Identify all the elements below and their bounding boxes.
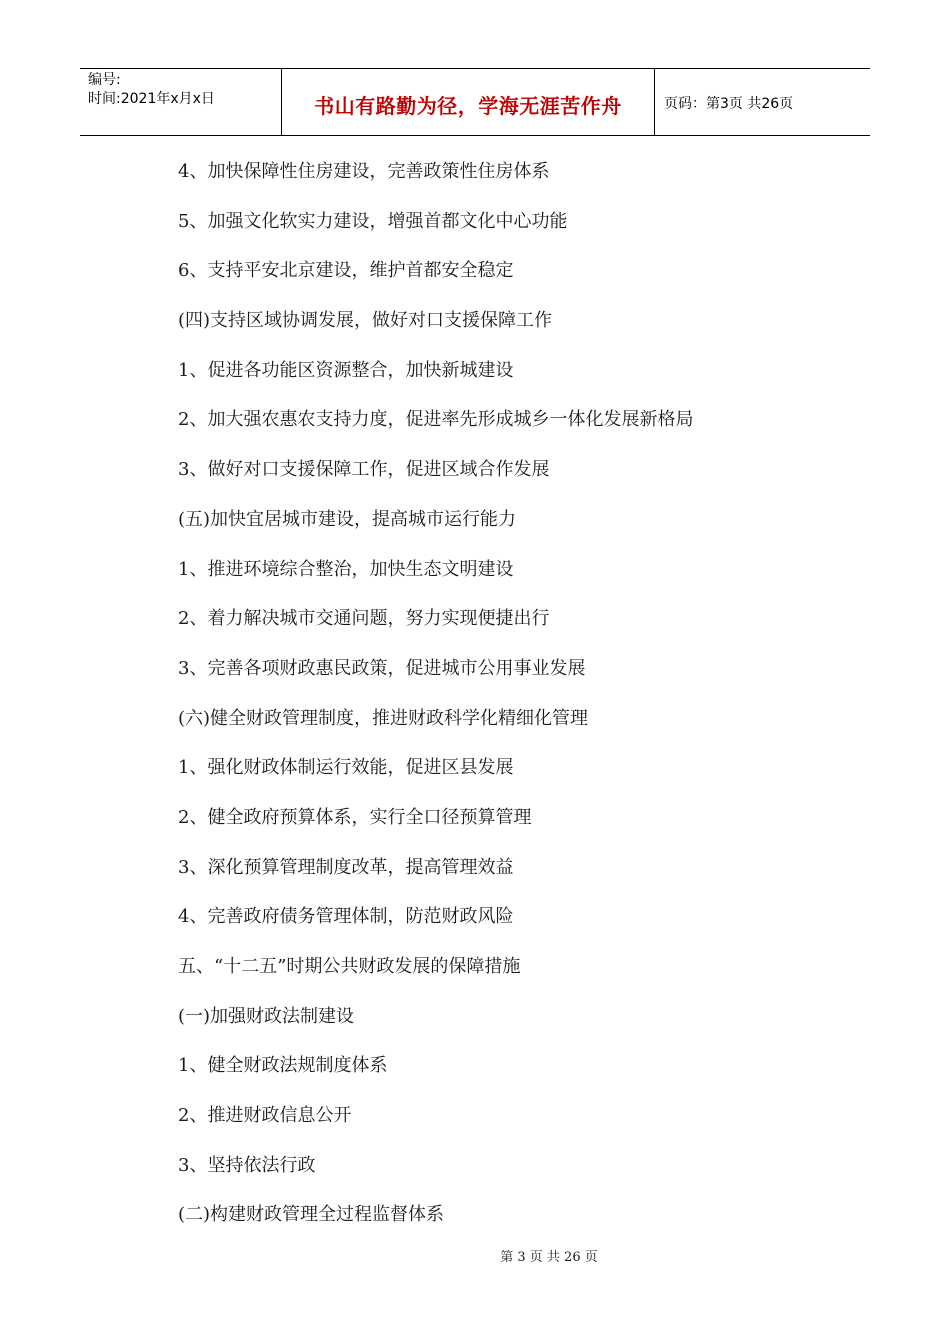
chapter-heading: 五、“十二五”时期公共财政发展的保障措施 <box>178 956 521 977</box>
body-line: 3、深化预算管理制度改革，提高管理效益 <box>178 856 514 878</box>
body-line: 2、推进财政信息公开 <box>178 1105 352 1127</box>
motto-text: 书山有路勤为径，学海无涯苦作舟 <box>314 93 622 118</box>
header-meta-cell <box>80 69 282 135</box>
body-line: 2、健全政府预算体系，实行全口径预算管理 <box>178 806 532 828</box>
section-heading: (二)构建财政管理全过程监督体系 <box>178 1204 445 1226</box>
body-line: 4、加快保障性住房建设，完善政策性住房体系 <box>178 161 550 182</box>
body-line: 3、坚持依法行政 <box>178 1154 316 1176</box>
document-header <box>80 68 870 136</box>
body-line: 1、强化财政体制运行效能，促进区县发展 <box>178 757 514 779</box>
document-body <box>178 158 818 1251</box>
section-heading: (六)健全财政管理制度，推进财政科学化精细化管理 <box>178 707 589 729</box>
page-footer <box>0 1246 950 1265</box>
body-line: 1、推进环境综合整治，加快生态文明建设 <box>178 558 514 580</box>
section-heading: (四)支持区域协调发展，做好对口支援保障工作 <box>178 310 553 332</box>
body-line: 5、加强文化软实力建设，增强首都文化中心功能 <box>178 210 568 232</box>
body-line: 3、完善各项财政惠民政策，促进城市公用事业发展 <box>178 657 586 679</box>
body-line: 6、支持平安北京建设，维护首都安全稳定 <box>178 260 514 282</box>
date-label: 时间:2021年x月x日 <box>88 91 215 107</box>
body-line: 3、做好对口支援保障工作，促进区域合作发展 <box>178 459 550 481</box>
footer-page-number: 第 3 页 共 26 页 <box>500 1250 598 1265</box>
body-line: 1、促进各功能区资源整合，加快新城建设 <box>178 359 514 381</box>
page-info-text: 页码：第3页 共26页 <box>664 96 794 112</box>
section-heading: (五)加快宜居城市建设，提高城市运行能力 <box>178 508 517 530</box>
body-line: 2、加大强农惠农支持力度，促进率先形成城乡一体化发展新格局 <box>178 409 694 431</box>
serial-number-label: 编号: <box>88 72 121 88</box>
body-line: 4、完善政府债务管理体制，防范财政风险 <box>178 906 514 928</box>
header-motto-cell <box>282 69 655 135</box>
body-line: 1、健全财政法规制度体系 <box>178 1055 388 1077</box>
section-heading: (一)加强财政法制建设 <box>178 1005 355 1027</box>
body-line: 2、着力解决城市交通问题，努力实现便捷出行 <box>178 608 550 630</box>
header-page-cell <box>655 69 870 135</box>
